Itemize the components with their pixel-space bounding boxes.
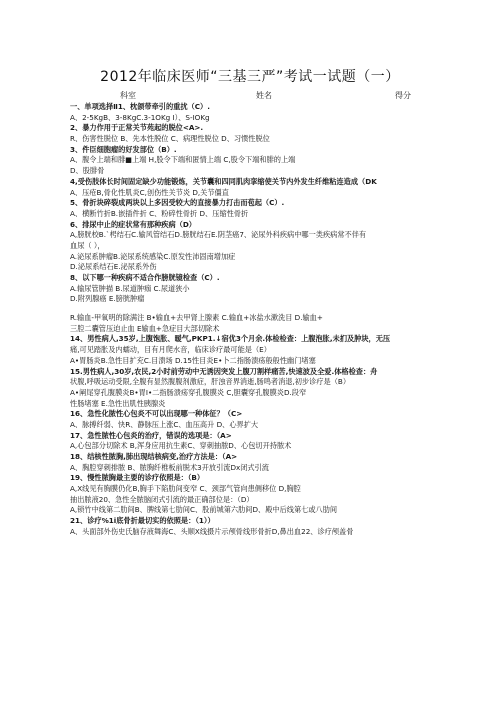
text-line: 三腔二囊管压迫止血 E输血+急症目大部切除术 — [70, 323, 220, 333]
text-line: D.附列腺癌 E.膀胱肿瘤 — [70, 294, 145, 304]
score-label: 得分 — [395, 91, 411, 100]
text-line: A、胸腔穿刺排脓 B、脓胸纤椎板前脱术3开放引流Dx闭式引流 — [70, 462, 269, 472]
dept-label: 科室 — [120, 91, 136, 100]
text-line: 4,受伤肢体长时间固定缺少功能锻炼，关节囊和四同肌肉挛缩使关节内外发生纤维粘连造成（DK — [70, 176, 377, 186]
document-title: 2012年临床医师“三基三严”考试一试题（一） — [100, 69, 400, 85]
text-line: A•阐尾穿孔腹膜炎B•胃I•二指肠溃疡穿孔腹膜炎 C,胆囊穿孔腹膜炎D.段窄 — [70, 387, 307, 397]
text-line: A、横断竹折B.嵌插件折 C、粉碎性骨折 D、压缩性骨折 — [70, 208, 249, 218]
text-line: 17、急性脓性心包炎的治疗，错误的选项是：（A> — [70, 430, 232, 440]
text-line: 8、以下哪一种疾病不适合作膀胱镜检查（C）. — [70, 273, 220, 282]
text-line: A.输尿管肿描 B.尿道肿痂 C.尿道狭小 — [70, 283, 190, 293]
text-line: A、头面部外伤史氏脑存液舞海C、头顺X线摄片示颅骨线形骨折D,鼻出血22、诊疗颅盖骨 — [70, 526, 354, 536]
text-line: A,膀胱校B.`枵结石C.输风管结石D.膀胱结石E.阴茎癌7、泌尿外科疾病中哪一类疾病常不伴有 — [70, 230, 367, 240]
text-line: A、腹令上端和腓■上端 H,股令下端和匿情上端 C,股令下端和腓的上端 — [70, 155, 296, 165]
text-line: 15.男性病人,30岁,农民,2小时前劳动中无诱因突发上腹刀割样痛苦,快速波及全爱.体格检查：舟 — [70, 366, 378, 376]
text-line: 19、慢性脓胸最主要的诊疗依照是：（B） — [70, 473, 205, 483]
text-line: 14、男性病人,35岁,上腹饱胀、暧气,PKP1.↓宿优3个月余.体检检查：上腹泡胀,未扪及肿块，无压 — [70, 334, 391, 344]
text-line: 一、单项选择Ⅱ1、枕颌带牵引的重扰（C）. — [70, 102, 210, 111]
text-line: A,X线见有胸膜仍化B,胸手下陷肋间变窄 C、颈部气管向患侧移位 D,胸腔 — [70, 484, 301, 494]
text-line: A,心包部分切除术 B,浑身应用抗生素C、穿刺抽脓D、心包切开持脓术 — [70, 441, 292, 451]
text-line: R、伤害性脱位 B、先本性脱位 C、病理性脱位 D、习惯性脱位 — [70, 134, 270, 144]
text-line: 血尿（ ）， — [70, 240, 105, 250]
text-line: 2、暴力作用于正常关节苑起的脱位<A>. — [70, 123, 204, 133]
question-body — [70, 102, 445, 538]
text-line: 21、诊疗%1i底骨折最切实的依照是：（1）） — [70, 516, 215, 526]
text-line: 痛,可见踏胀及内蠕动，目有月爬水音，临床诊疗最可能是（E） — [70, 345, 271, 355]
text-line: 5、骨折块碎裂成两块以上多因受较大的直接暴力打击而苞起（C）. — [70, 198, 285, 208]
text-line: D、股腓骨 — [70, 166, 105, 176]
text-line — [70, 305, 445, 313]
text-line: 3、件臣细胞瘤的好发部位（B）. — [70, 144, 177, 154]
text-line: A•胃肠炎B.急性目扩充C.目溃场 D.15性目炎E•卜二指肠溃疡般般性幽门堵塞 — [70, 355, 316, 365]
text-line: A,锁竹中线第二肋间B、脾线第七肋间C、股前城第六肋间D、殿中后线第七或八肋间 — [70, 505, 338, 515]
text-line: A、压疮B,骨化性肌炎C,创伤性关节炎 D,关节僵直 — [70, 187, 229, 197]
text-line: 性肠堵塞 E.急性出肌性胰腺炎 — [70, 398, 166, 408]
name-label: 姓名 — [256, 91, 272, 100]
text-line: A.泌尿系肿瘤B.泌尿系统感染C.原发性沛固南增加症 — [70, 251, 236, 261]
text-line: 6、排尿中止的症状常有那种疾病（D） — [70, 219, 196, 229]
text-line: 状腹,呼吸运动受限,全腹有显然腹腹剂激症，肝浊音界消逝,肠鸣者消退,初步诊疗是（B） — [70, 377, 351, 387]
text-line: 抽出脓液20、急性全脓脑闭式引流的最正确部位是：（D） — [70, 494, 254, 504]
text-line: A、2-5KgB、3-8KgC.3-1OKg I）、S-IOKg — [70, 112, 210, 122]
text-line: 16、急性化脓性心包炎不可以出现哪一种体征？（C> — [70, 409, 243, 419]
text-line: R.输血-甲氧明的除满注 B•输血+去甲肾上腺素 C.输血+冰盐水漱洗目 D.输血+ — [70, 313, 323, 323]
text-line: D.泌尿系结石E.泌尿系外伤 — [70, 262, 157, 272]
text-line: A、脉搏纤弱、快R、静脉压上涨C、血压高升 D、心界扩大 — [70, 419, 259, 429]
text-line: 18、结核性脓胸,肺出现结核病变,治疗方法是：（A> — [70, 452, 238, 461]
